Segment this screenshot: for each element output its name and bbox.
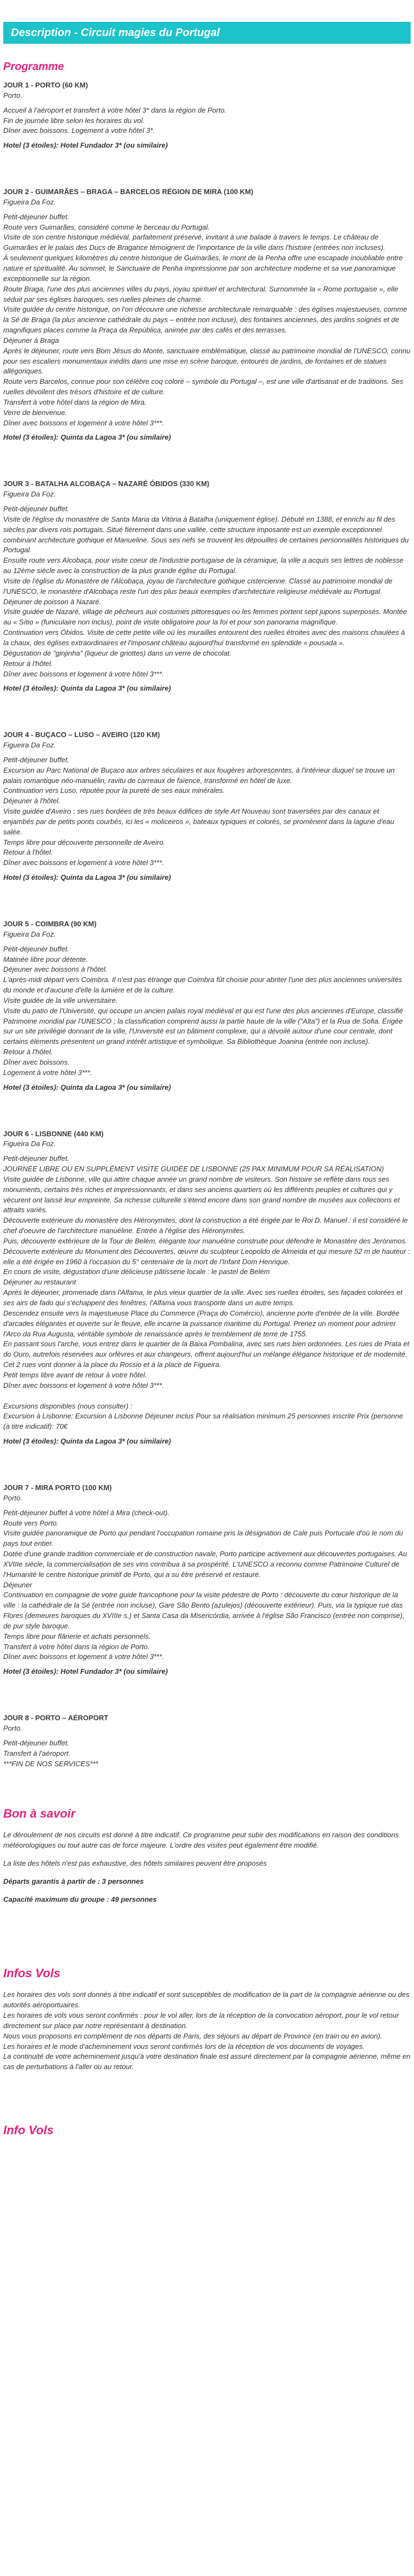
day-hotel: Hotel (3 étoiles): Quinta da Lagoa 3* (ou similaire) xyxy=(3,1083,171,1091)
day-text-line: Déjeuner avec boissons à l'hôtel. xyxy=(3,965,108,974)
day-hotel: Hotel (3 étoiles): Quinta da Lagoa 3* (ou similaire) xyxy=(3,684,171,693)
day-text-line: Verre de bienvenue. xyxy=(3,408,67,417)
infos-vols-line-2: Les horaires de vols vous seront confirmés : pour le vol aller, lors de la réception de la convocation aéroport, pour le vol retour directement sur place par notre représentant à destination. xyxy=(3,2011,399,2030)
infos-vols-line-1: Les horaires des vols sont donnés à titre indicatif et sont susceptibles de modification de la part de la compagnie aérienne ou des autorités aéroportuaires. xyxy=(3,1990,410,2010)
day-text-line: Dîner avec boissons et logement à votre hôtel 3***. xyxy=(3,1652,164,1661)
day-text-line: Petit-déjeuner buffet. xyxy=(3,1738,69,1747)
day-text-line: Route vers Guimarães, considéré comme le berceau du Portugal. xyxy=(3,223,210,231)
day-text-line: Route vers Barcelos, connue pour son célèbre coq coloré – symbole du Portugal –, est une ville d'artisanat et de traditions. Ses ruelles dévoilent des trésors d'histoire et de culture. xyxy=(3,377,404,396)
day-title: JOUR 7 - MIRA PORTO (100 KM) xyxy=(3,1483,112,1492)
bon-a-savoir-text-1: Le déroulement de nos circuits est donné à titre indicatif. Ce programme peut subir des modifications en raison des conditions météorologiques ou tout autre cas de force majeure. L'ordre des visites peut également être modifié. xyxy=(3,1831,399,1850)
day-hotel: Hotel (3 étoiles): Quinta da Lagoa 3* (ou similaire) xyxy=(3,873,171,882)
day-text-line: Visite du patio de l'Université, qui occupe un ancien palais royal médiéval et qui est l'une des plus anciennes d'Europe, classifié Patrimoine mondial par l'UNESCO ; la classification comprend aussi la partie haute de la ville ("Alta") et la Rua de Sofia. Érigée sur un site privilégié donnant de la ville, l'Université est un bâtiment complexe, qui a dévoilé autour d'une cour centrale, dont certains éléments présentent un grand intérêt artistique et symbolique. Sa Bibliothèque Joanina (entrée non incluse). xyxy=(3,1006,404,1046)
day-text-line: Visite guidée du centre historique, on l'on découvre une richesse architecturale remarquable : des églises majestueuses, comme la Sé de Braga (la plus ancienne cathédrale du pays – entrée non incluse), des fontaines anciennes, des jardins soignés et de magnifiques places comme la Praça da República, animée par des cafés et des terrasses. xyxy=(3,305,407,335)
day-location: Porto. xyxy=(3,1493,22,1502)
day-text-line: Retour à l'hôtel. xyxy=(3,848,53,857)
day-text-line: Petit-déjeuner buffet. xyxy=(3,755,69,764)
day-text-line: Continuation vers Luso, réputée pour la pureté de ses eaux minérales. xyxy=(3,786,225,795)
day-text-line: Dîner avec boissons et logement à votre hôtel 3***. xyxy=(3,669,164,678)
day-hotel: Hotel (3 étoiles): Hotel Fundador 3* (ou similaire) xyxy=(3,1667,168,1676)
day-section xyxy=(3,1713,411,1769)
day-text-line: Découverte extérieure du monastère des Hiéronymites, dont la construction a été érigée par le Roi D. Manuel : il est considéré le chef d'oeuvre de l'architecture manuéline. Entrée à l'église des Hiéronymites. xyxy=(3,1216,408,1235)
day-title: JOUR 8 - PORTO – AÉROPORT xyxy=(3,1714,109,1722)
day-text-line: Retour à l'hôtel. xyxy=(3,1048,53,1056)
day-text-line: Petit-déjeuner buffet. xyxy=(3,944,69,953)
day-title: JOUR 2 - GUIMARÃES – BRAGA – BARCELOS RÉGION DE MIRA (100 KM) xyxy=(3,188,253,196)
day-text-line: Après le déjeuner, route vers Bom Jésus do Monte, sanctuaire emblématique, classé au patrimoine mondial de l'UNESCO, connu pour ses escaliers monumentaux inédits dans une mise en scène baroque, entourés de jardins, de fontaines et de statues allégoriques. xyxy=(3,346,411,376)
day-text-line: Transfert à votre hôtel dans la région de Mira. xyxy=(3,398,147,406)
day-text-line: Déjeuner à l'hôtel. xyxy=(3,797,61,805)
day-hotel: Hotel (3 étoiles): Quinta da Lagoa 3* (ou similaire) xyxy=(3,1437,171,1446)
day-text-line: Déjeuner de poisson à Nazaré. xyxy=(3,597,102,606)
day-section xyxy=(3,187,411,443)
day-location: Figueira Da Foz. xyxy=(3,741,56,750)
capacity-text: Capacité maximum du groupe : 49 personnes xyxy=(3,1895,157,1903)
day-title: JOUR 1 - PORTO (60 KM) xyxy=(3,81,88,89)
day-text-line: Puis, découverte extérieure de la Tour de Belém, élégante tour manuéline construite pour défendre le Monastère des Jerónimos. xyxy=(3,1236,407,1245)
day-title: JOUR 6 - LISBONNE (440 KM) xyxy=(3,1129,104,1138)
day-text-line: Dîner avec boissons. xyxy=(3,1058,70,1066)
day-location: Porto. xyxy=(3,1724,22,1732)
day-text-line: Dotée d'une grande tradition commerciale et de construction navale, Porto participe activement aux découvertes portugaises. Au XVIIIe siècle, la commercialisation de ses vins contribua à sa prospérité. L'UNESCO a reconnu comme Patrimoine Culturel de l'Humanité le centre historique primitif de Porto, qui a su être préservé et restauré. xyxy=(3,1550,407,1579)
day-section xyxy=(3,730,411,883)
day-text-line: Visite guidée de la ville universitaire. xyxy=(3,996,118,1004)
day-title: JOUR 4 - BUÇACO – LUSO – AVEIRO (120 KM) xyxy=(3,731,160,739)
paragraph-gap xyxy=(3,1391,411,1401)
day-hotel: Hotel (3 étoiles): Quinta da Lagoa 3* (ou similaire) xyxy=(3,433,171,442)
infos-vols-line-3: Nous vous proposons en complément de nos départs de Paris, des séjours au départ de Province (en train ou en avion). xyxy=(3,2031,382,2040)
day-section xyxy=(3,919,411,1093)
day-text-line: ***FIN DE NOS SERVICES*** xyxy=(3,1759,98,1768)
days-list xyxy=(3,80,411,1769)
day-text-line: Continuation vers Óbidos. Visite de cette petite ville où les murailles entourent des ruelles étroites avec des maisons chaulées à la chaux, des églises extraordinaires et l'imposant château aujourd'hui transformé en splendide « pousada ». xyxy=(3,628,405,647)
day-text-line: Transfert à votre hôtel dans la région de Porto. xyxy=(3,1642,150,1651)
day-location: Figueira Da Foz. xyxy=(3,930,56,938)
page xyxy=(0,22,414,2150)
day-section xyxy=(3,479,411,694)
day-section xyxy=(3,80,411,151)
day-title: JOUR 3 - BATALHA ALCOBAÇA – NAZARÉ ÓBIDOS (330 KM) xyxy=(3,480,210,488)
infos-vols-title: Infos Vols xyxy=(3,1966,61,1981)
day-text-line: Découverte extérieure du Monument des Découvertes, œuvre du sculpteur Leopoldo de Almeida et qui mesure 52 m de hauteur : elle a été érigée en 1960 à l'occasion du 5° centenaire de la mort de l'Infant Dom Henrique. xyxy=(3,1247,410,1266)
day-text-line: En passant sous l'arche, vous entrez dans le quartier de la Baixa Pombalina, avec ses rues bien ordonnées. Les rues de Prata et do Ouro, autrefois réservées aux orfèvres et aux changeurs, offrent aujourd'hui un mélange élégance historique et de modernité. Cet 2 rues vont donner à la place du Rossio et à la place de Figueira. xyxy=(3,1340,410,1369)
day-text-line: Dégustation de "ginjinha" (liqueur de griottes) dans un verre de chocolat. xyxy=(3,649,232,657)
infos-vols-line-4: Les horaires et le mode d'acheminement vous seront confirmés lors de la réception de vos documents de voyages. xyxy=(3,2042,365,2051)
bon-a-savoir-text-2: La liste des hôtels n'est pas exhaustive, des hôtels similaires peuvent être proposés xyxy=(3,1859,267,1867)
day-text-line: Dîner avec boissons et logement à votre hôtel 3***. xyxy=(3,858,164,867)
day-text-line: Logement à votre hôtel 3***. xyxy=(3,1068,92,1077)
day-text-line: Déjeuner xyxy=(3,1580,32,1589)
day-text-line: Déjeuner au restaurant xyxy=(3,1278,76,1287)
infos-vols-line-5: La continuité de votre acheminement jusqu'à votre destination finale est assuré directement par la compagnie aérienne, même en cas de perturbations à l'aller ou au retour. xyxy=(3,2052,411,2071)
day-text-line: Matinée libre pour détente. xyxy=(3,955,88,963)
day-text-line: Petit-déjeuner buffet. xyxy=(3,212,69,221)
day-text-line: Visite guidée panoramique de Porto qui pendant l'occupation romaine pris la désignation de Cale puis Portucale d'où le nom du pays tout entier. xyxy=(3,1529,403,1548)
day-text-line: Visite guidée de Lisbonne, ville qui attire chaque année un grand nombre de visiteurs. Son histoire se reflète dans tous ses monuments, certains très riches et impressionnants, et dans ses anciens quartiers où les différents peuples et cultures qui y vécurent ont laissé leur empreinte. Sa richesse culturelle s'étend encore dans son grand nombre de musées aux collections et attraits variés. xyxy=(3,1175,400,1214)
day-text-line: Dîner avec boissons. Logement à votre hôtel 3*. xyxy=(3,126,155,135)
day-text-line: Descendez ensuite vers la majestueuse Place du Commerce (Praça do Comércio), ancienne porte d'entrée de la ville. Bordée d'arcades élégantes et ouverte sur le fleuve, elle incarne la puissance maritime du Portugal. Prenez un moment pour admirer l'Arco da Rua Augusta, véritable symbole de renaissance après le tremblement de terre de 1755. xyxy=(3,1309,400,1338)
day-text-line: Dîner avec boissons et logement à votre hôtel 3***. xyxy=(3,418,164,427)
day-text-line: Excursions disponibles (nous consulter) : xyxy=(3,1401,133,1410)
day-text-line: En cours de visite, dégustation d'une délicieuse pâtisserie locale : le pastel de Belém xyxy=(3,1267,270,1276)
day-text-line: Temps libre pour découverte personnelle de Aveiro. xyxy=(3,838,165,846)
day-text-line: À seulement quelques kilomètres du centre historique de Guimarães, le mont de la Penha offre une escapade inoubliable entre nature et spiritualité. Au sommet, le Sanctuaire de Penha impressionne par son architecture moderne et sa vue panoramique exceptionnelle sur la région. xyxy=(3,254,403,283)
day-text-line: Visite de l'église du Monastère de l'Alcobaça, joyau de l'architecture gothique cistercienne. Classé au patrimoine mondial de l'UNESCO, le monastère d'Alcobaça reste l'un des plus beaux exemples d'architecture religieuse médiévale au Portugal. xyxy=(3,576,393,595)
day-text-line: Excursion au Parc National de Buçaco aux arbres séculaires et aux fougères arborescentes, à l'intérieur duquel se trouve un palais romantique néo-manuélin, ravitu de carreaux de faïence, transformé en hôtel de luxe. xyxy=(3,766,395,785)
day-text-line: Continuation en compagnie de votre guide francophone pour la visite pédestre de Porto : découverte du cœur historique de la ville : la cathédrale de la Sé (entrée non incluse), Gare São Bento (azulejos) (découverte extérieur). Puis, via la typique rue das Flores (demeures baroques du XVIIIe s.) et Santa Casa da Misericórdia, arrivée à l'église São Francisco (entrée non comprise), de pur style baroque. xyxy=(3,1591,405,1630)
day-location: Figueira Da Foz. xyxy=(3,490,56,499)
day-text-line: Accueil à l'aéroport et transfert à votre hôtel 3* dans la région de Porto. xyxy=(3,106,227,114)
departures-text: Départs garantis à partir de : 3 personnes xyxy=(3,1877,144,1885)
info-vols-title: Info Vols xyxy=(3,2123,54,2137)
day-text-line: Déjeuner à Braga xyxy=(3,336,59,344)
bon-a-savoir-title: Bon à savoir xyxy=(3,1807,76,1821)
day-text-line: Ensuite route vers Alcobaça, pour visite coeur de l'industrie portugaise de la céramique, la ville a acquis ses lettres de noblesse au 12ème siècle avec la construction de la plus grande église du Portugal. xyxy=(3,556,404,575)
day-title: JOUR 5 - COIMBRA (90 KM) xyxy=(3,920,97,928)
day-text-line: Visite de son centre historique médiéval, parfaitement préservé, invitant à une balade à travers le temps. Le château de Guimarães et le palais des Ducs de Bragance témoignent de l'importance de la ville dans l'histoire (entrées non incluses). xyxy=(3,233,386,252)
day-text-line: Route vers Porto. xyxy=(3,1518,59,1527)
day-text-line: Temps libre pour flânerie et achats personnels. xyxy=(3,1632,151,1640)
day-text-line: Visite de l'église du monastère de Santa Maria da Vitória à Batalha (uniquement église). Débuté en 1388, et enrichi au fil des siècles par divers rois portugais. Situé fièrement dans une vallée, cette structure imposante est un exemple exceptionnel combinant architecture gothique et Manueline. Sous ses nefs se trouvent les dépouilles de certaines personnalités historiques du Portugal. xyxy=(3,515,409,554)
day-section xyxy=(3,1129,411,1447)
day-location: Porto. xyxy=(3,91,22,100)
day-text-line: Visite guidée de Nazaré, village de pêcheurs aux costumes pittoresques où les femmes portent sept jupons superposés. Montée au « Sítio » (funiculaire non inclus), point de visite obligatoire pour la foi et pour son panorama magnifique. xyxy=(3,608,407,627)
day-text-line: Retour à l'hôtel. xyxy=(3,659,53,668)
main-content xyxy=(0,59,414,2139)
day-text-line: Fin de journée libre selon les horaires du vol. xyxy=(3,116,145,125)
day-text-line: Petit-déjeuner buffet. xyxy=(3,1154,69,1163)
day-text-line: Petit-déjeuner buffet à votre hôtel à Mira (check-out). xyxy=(3,1508,170,1517)
day-text-line: Visite guidée d'Aveiro : ses rues bordées de très beaux édifices de style Art Nouveau sont traversées par des canaux et enjambés par de petits ponts courbés, ici les « moliceiros », bateaux typiques et colorés, se promènent dans la lagune d'eau salée. xyxy=(3,807,394,836)
page-banner: Description - Circuit magies du Portugal xyxy=(3,22,411,44)
day-text-line: Dîner avec boissons et logement à votre hôtel 3***. xyxy=(3,1381,164,1389)
programme-title: Programme xyxy=(3,61,64,73)
day-section xyxy=(3,1483,411,1677)
day-text-line: Petit temps libre avant de retour à votre hôtel. xyxy=(3,1370,147,1379)
day-text-line: Transfert à l'aéroport. xyxy=(3,1749,70,1757)
day-text-line: L'après-midi départ vers Coimbra. Il n'est pas étrange que Coimbra fût choisie pour abriter l'une des plus anciennes universités du monde et d'aucune d'elle la lumière et de la culture. xyxy=(3,976,403,995)
day-text-line: Petit-déjeuner buffet. xyxy=(3,505,69,513)
day-text-line: JOURNÉE LIBRE OU EN SUPPLÉMENT VISITE GUIDÉE DE LISBONNE (25 PAX MINIMUM POUR SA RÉALISATION) xyxy=(3,1165,384,1173)
day-hotel: Hotel (3 étoiles): Hotel Fundador 3* (ou similaire) xyxy=(3,141,168,150)
day-text-line: Excursion à Lisbonne: Excursion à Lisbonne Déjeuner inclus Pour sa réalisation minimum 25 personnes inscrite Prix (personne (à titre indicatif): 70€ xyxy=(3,1412,403,1431)
day-location: Figueira Da Foz. xyxy=(3,197,56,206)
day-text-line: Après le déjeuner, promenade dans l'Alfama, le plus vieux quartier de la ville. Avec ses ruelles étroites, ses façades colorées et ses airs de fado qui s'échappent des fenêtres, l'Alfama vous transporte dans un autre temps. xyxy=(3,1288,403,1307)
day-location: Figueira Da Foz. xyxy=(3,1140,56,1148)
day-text-line: Route Braga, l'une des plus anciennes villes du pays, joyau spirituel et architectural. Surnommée la « Rome portugaise », elle séduit par ses églises baroques, ses ruelles pleines de charme. xyxy=(3,284,398,303)
